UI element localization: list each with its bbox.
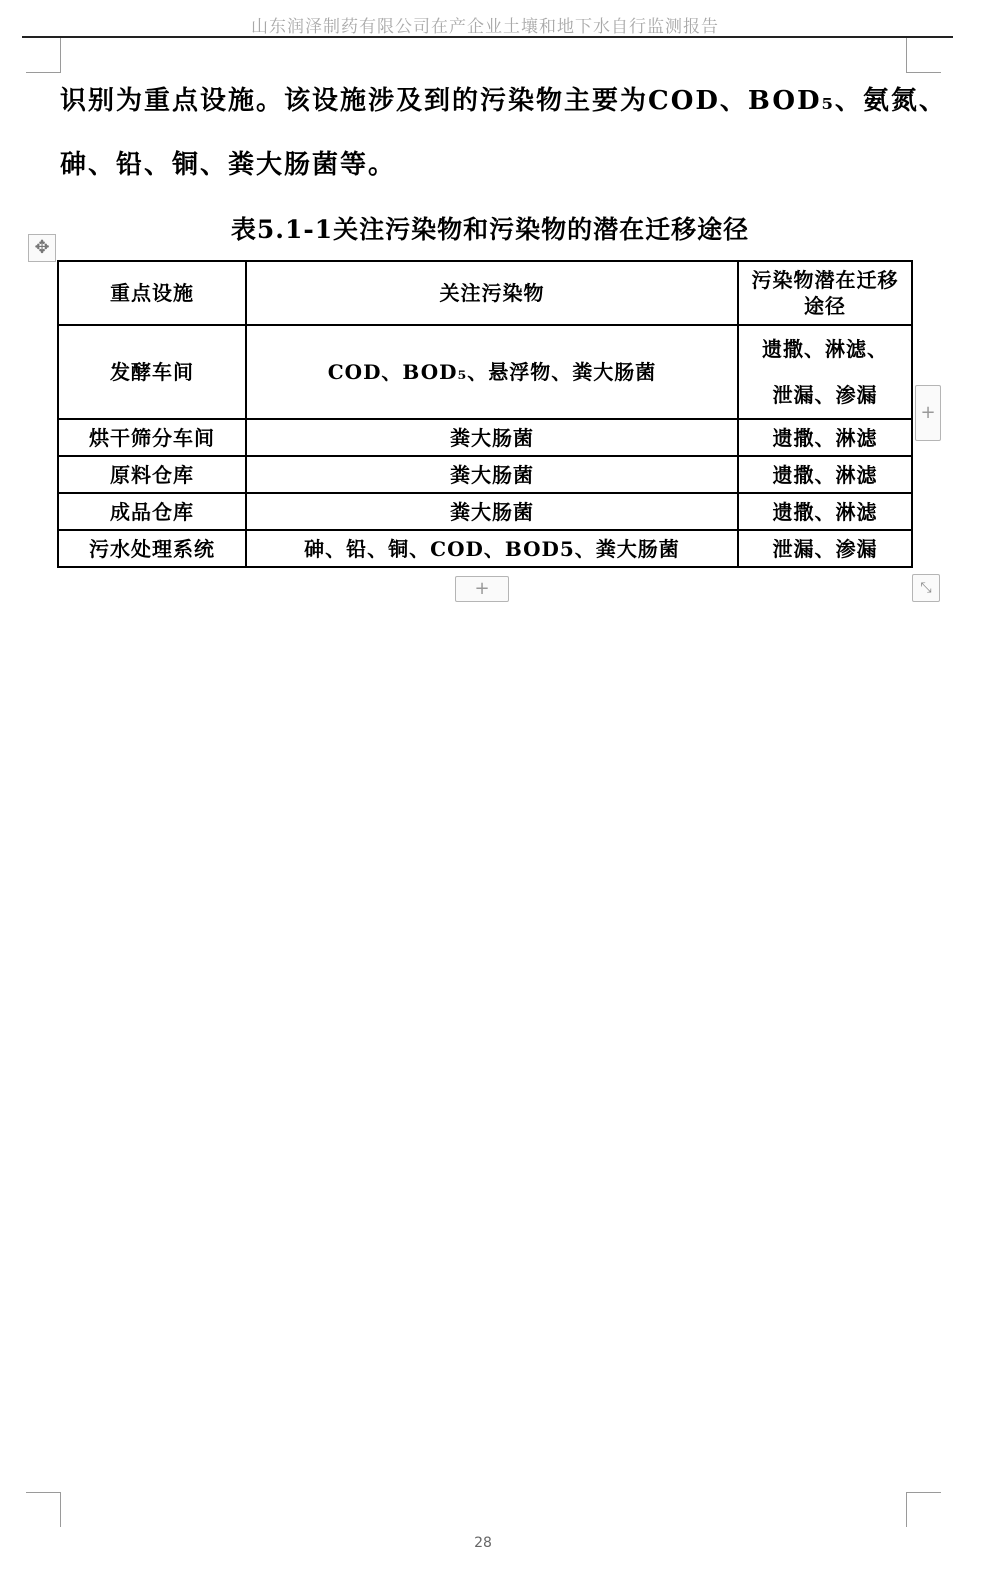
plus-icon: +	[920, 402, 936, 423]
table-caption: 表5.1-1关注污染物和污染物的潜在迁移途径	[230, 215, 750, 244]
cell-pollutants: 砷、铅、铜、COD、BOD5、粪大肠菌	[246, 530, 738, 567]
cell-facility: 原料仓库	[58, 456, 246, 493]
page-header-title: 山东润泽制药有限公司在产企业土壤和地下水自行监测报告	[251, 17, 719, 37]
add-column-button[interactable]	[915, 385, 941, 441]
route-line: 泄漏、渗漏	[772, 383, 878, 407]
table-row	[58, 419, 912, 456]
cell-pollutants: COD、BOD₅、悬浮物、粪大肠菌	[246, 325, 738, 419]
table-row	[58, 530, 912, 567]
resize-icon: ⤡	[920, 580, 932, 596]
plus-icon: +	[474, 578, 490, 599]
cell-facility: 污水处理系统	[58, 530, 246, 567]
cell-routes: 泄漏、渗漏	[738, 530, 912, 567]
header-cell-facility: 重点设施	[58, 261, 246, 325]
header-cell-routes: 污染物潜在迁移途径	[738, 261, 912, 325]
body-paragraph-line-1: 识别为重点设施。该设施涉及到的污染物主要为COD、BOD₅、氨氮、	[60, 86, 947, 116]
cell-routes: 遗撒、淋滤	[738, 456, 912, 493]
route-line: 遗撒、淋滤、	[762, 337, 888, 361]
cell-facility: 烘干筛分车间	[58, 419, 246, 456]
cell-routes: 遗撒、淋滤	[738, 419, 912, 456]
header-divider	[22, 36, 953, 38]
cell-routes	[738, 325, 912, 419]
header-cell-pollutants: 关注污染物	[246, 261, 738, 325]
body-paragraph-line-2: 砷、铅、铜、粪大肠菌等。	[60, 150, 397, 180]
margin-corner-top-right	[906, 38, 941, 73]
table-move-handle[interactable]	[28, 234, 56, 262]
cell-pollutants: 粪大肠菌	[246, 493, 738, 530]
cell-routes: 遗撒、淋滤	[738, 493, 912, 530]
table-row	[58, 493, 912, 530]
page-number: 28	[474, 1535, 492, 1551]
cell-pollutants: 粪大肠菌	[246, 456, 738, 493]
pollutant-table	[57, 260, 913, 568]
cell-facility: 成品仓库	[58, 493, 246, 530]
move-icon: ✥	[34, 237, 50, 258]
margin-corner-bottom-right	[906, 1492, 941, 1527]
table-resize-handle[interactable]	[912, 574, 940, 602]
margin-corner-bottom-left	[26, 1492, 61, 1527]
cell-pollutants: 粪大肠菌	[246, 419, 738, 456]
table-row	[58, 456, 912, 493]
table-row	[58, 325, 912, 419]
cell-facility: 发酵车间	[58, 325, 246, 419]
table-header-row	[58, 261, 912, 325]
margin-corner-top-left	[26, 38, 61, 73]
add-row-button[interactable]	[455, 576, 509, 602]
